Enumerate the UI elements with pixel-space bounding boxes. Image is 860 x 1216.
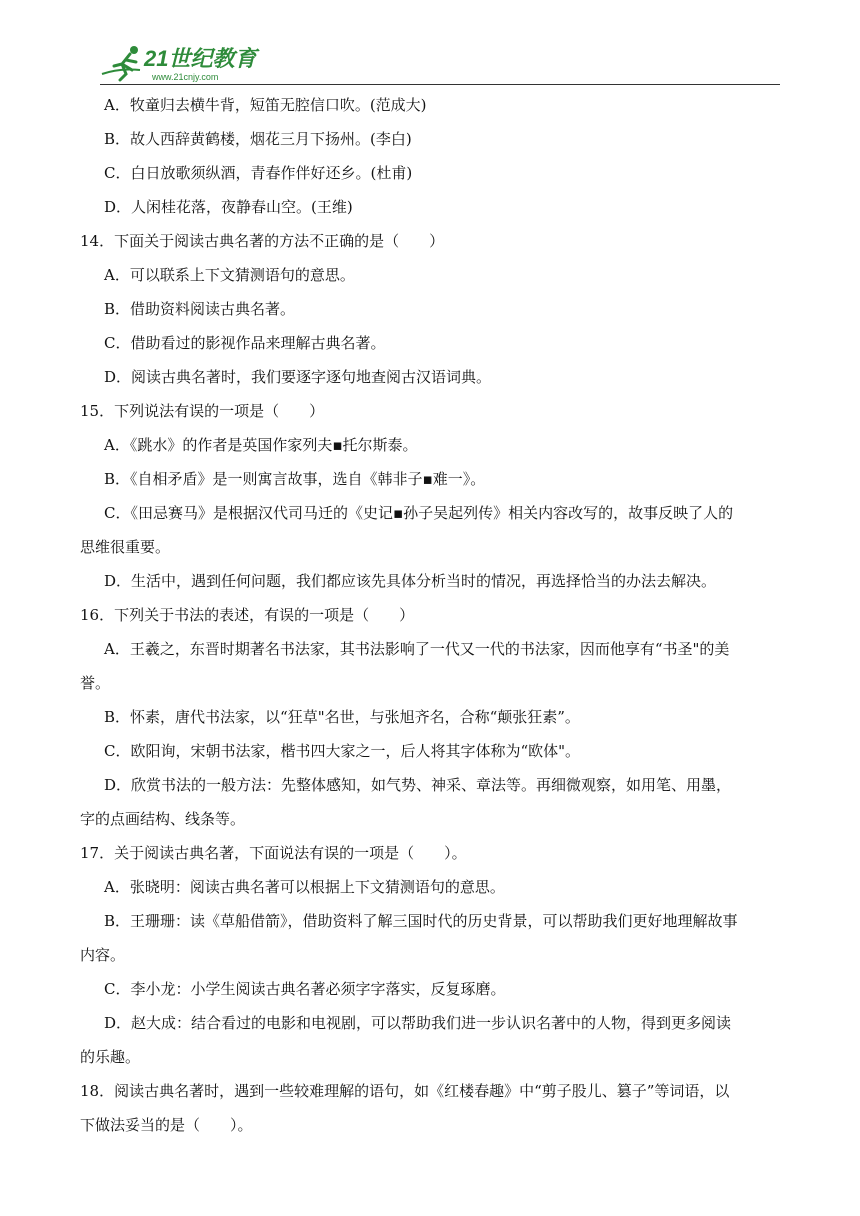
text-continuation: 内容。 [80, 946, 126, 964]
header-divider [100, 84, 780, 85]
text-continuation: 的乐趣。 [80, 1048, 141, 1066]
answer-option: C．欧阳询，宋朝书法家，楷书四大家之一，后人将其字体称为“欧体"。 [104, 742, 581, 760]
answer-option: A．可以联系上下文猜测语句的意思。 [104, 266, 355, 284]
answer-option: D．生活中，遇到任何问题，我们都应该先具体分析当时的情况，再选择恰当的办法去解决。 [104, 572, 717, 590]
answer-option: A．《跳水》的作者是英国作家列夫▪托尔斯泰。 [104, 436, 418, 454]
answer-option: B．借助资料阅读古典名著。 [104, 300, 296, 318]
answer-option: D．阅读古典名著时，我们要逐字逐句地查阅古汉语词典。 [104, 368, 492, 386]
logo-url: www.21cnjy.com [152, 72, 219, 82]
answer-option: B．怀素，唐代书法家，以“狂草"名世，与张旭齐名，合称“颠张狂素”。 [104, 708, 580, 726]
answer-option: B．《自相矛盾》是一则寓言故事，选自《韩非子▪难一》。 [104, 470, 486, 488]
question-stem: 16．下列关于书法的表述，有误的一项是（ ） [80, 606, 415, 624]
text-continuation: 思维很重要。 [80, 538, 171, 556]
text-continuation: 誉。 [80, 674, 111, 692]
answer-option: D．欣赏书法的一般方法：先整体感知，如气势、神采、章法等。再细微观察，如用笔、用墨， [104, 776, 732, 794]
question-stem: 15．下列说法有误的一项是（ ） [80, 402, 325, 420]
logo-text: 21世纪教育 [144, 46, 257, 71]
answer-option: B．王珊珊：读《草船借箭》，借助资料了解三国时代的历史背景，可以帮助我们更好地理解故事 [104, 912, 738, 930]
question-stem: 14．下面关于阅读古典名著的方法不正确的是（ ） [80, 232, 445, 250]
answer-option: C．白日放歌须纵酒，青春作伴好还乡。(杜甫) [104, 164, 413, 182]
answer-option: D．赵大成：结合看过的电影和电视剧，可以帮助我们进一步认识名著中的人物，得到更多阅读 [104, 1014, 732, 1032]
answer-option: B．故人西辞黄鹤楼，烟花三月下扬州。(李白) [104, 130, 412, 148]
answer-option: C．《田忌赛马》是根据汉代司马迁的《史记▪孙子吴起列传》相关内容改写的，故事反映了人的 [104, 504, 734, 522]
answer-option: D．人闲桂花落，夜静春山空。(王维) [104, 198, 353, 216]
answer-option: A．张晓明：阅读古典名著可以根据上下文猜测语句的意思。 [104, 878, 505, 896]
question-stem: 17．关于阅读古典名著，下面说法有误的一项是（ ）。 [80, 844, 467, 862]
question-stem: 18．阅读古典名著时，遇到一些较难理解的语句，如《红楼春趣》中“剪子股儿、篡子”等词语，以 [80, 1082, 730, 1100]
site-logo-icon [100, 40, 290, 86]
question-content [80, 88, 780, 1142]
answer-option: A．牧童归去横牛背，短笛无腔信口吹。(范成大) [104, 96, 427, 114]
text-continuation: 下做法妥当的是（ ）。 [80, 1116, 253, 1134]
answer-option: C．借助看过的影视作品来理解古典名著。 [104, 334, 386, 352]
text-continuation: 字的点画结构、线条等。 [80, 810, 246, 828]
answer-option: C．李小龙：小学生阅读古典名著必须字字落实，反复琢磨。 [104, 980, 506, 998]
answer-option: A．王羲之，东晋时期著名书法家，其书法影响了一代又一代的书法家，因而他享有“书圣"的美 [104, 640, 730, 658]
page-header [100, 36, 780, 88]
